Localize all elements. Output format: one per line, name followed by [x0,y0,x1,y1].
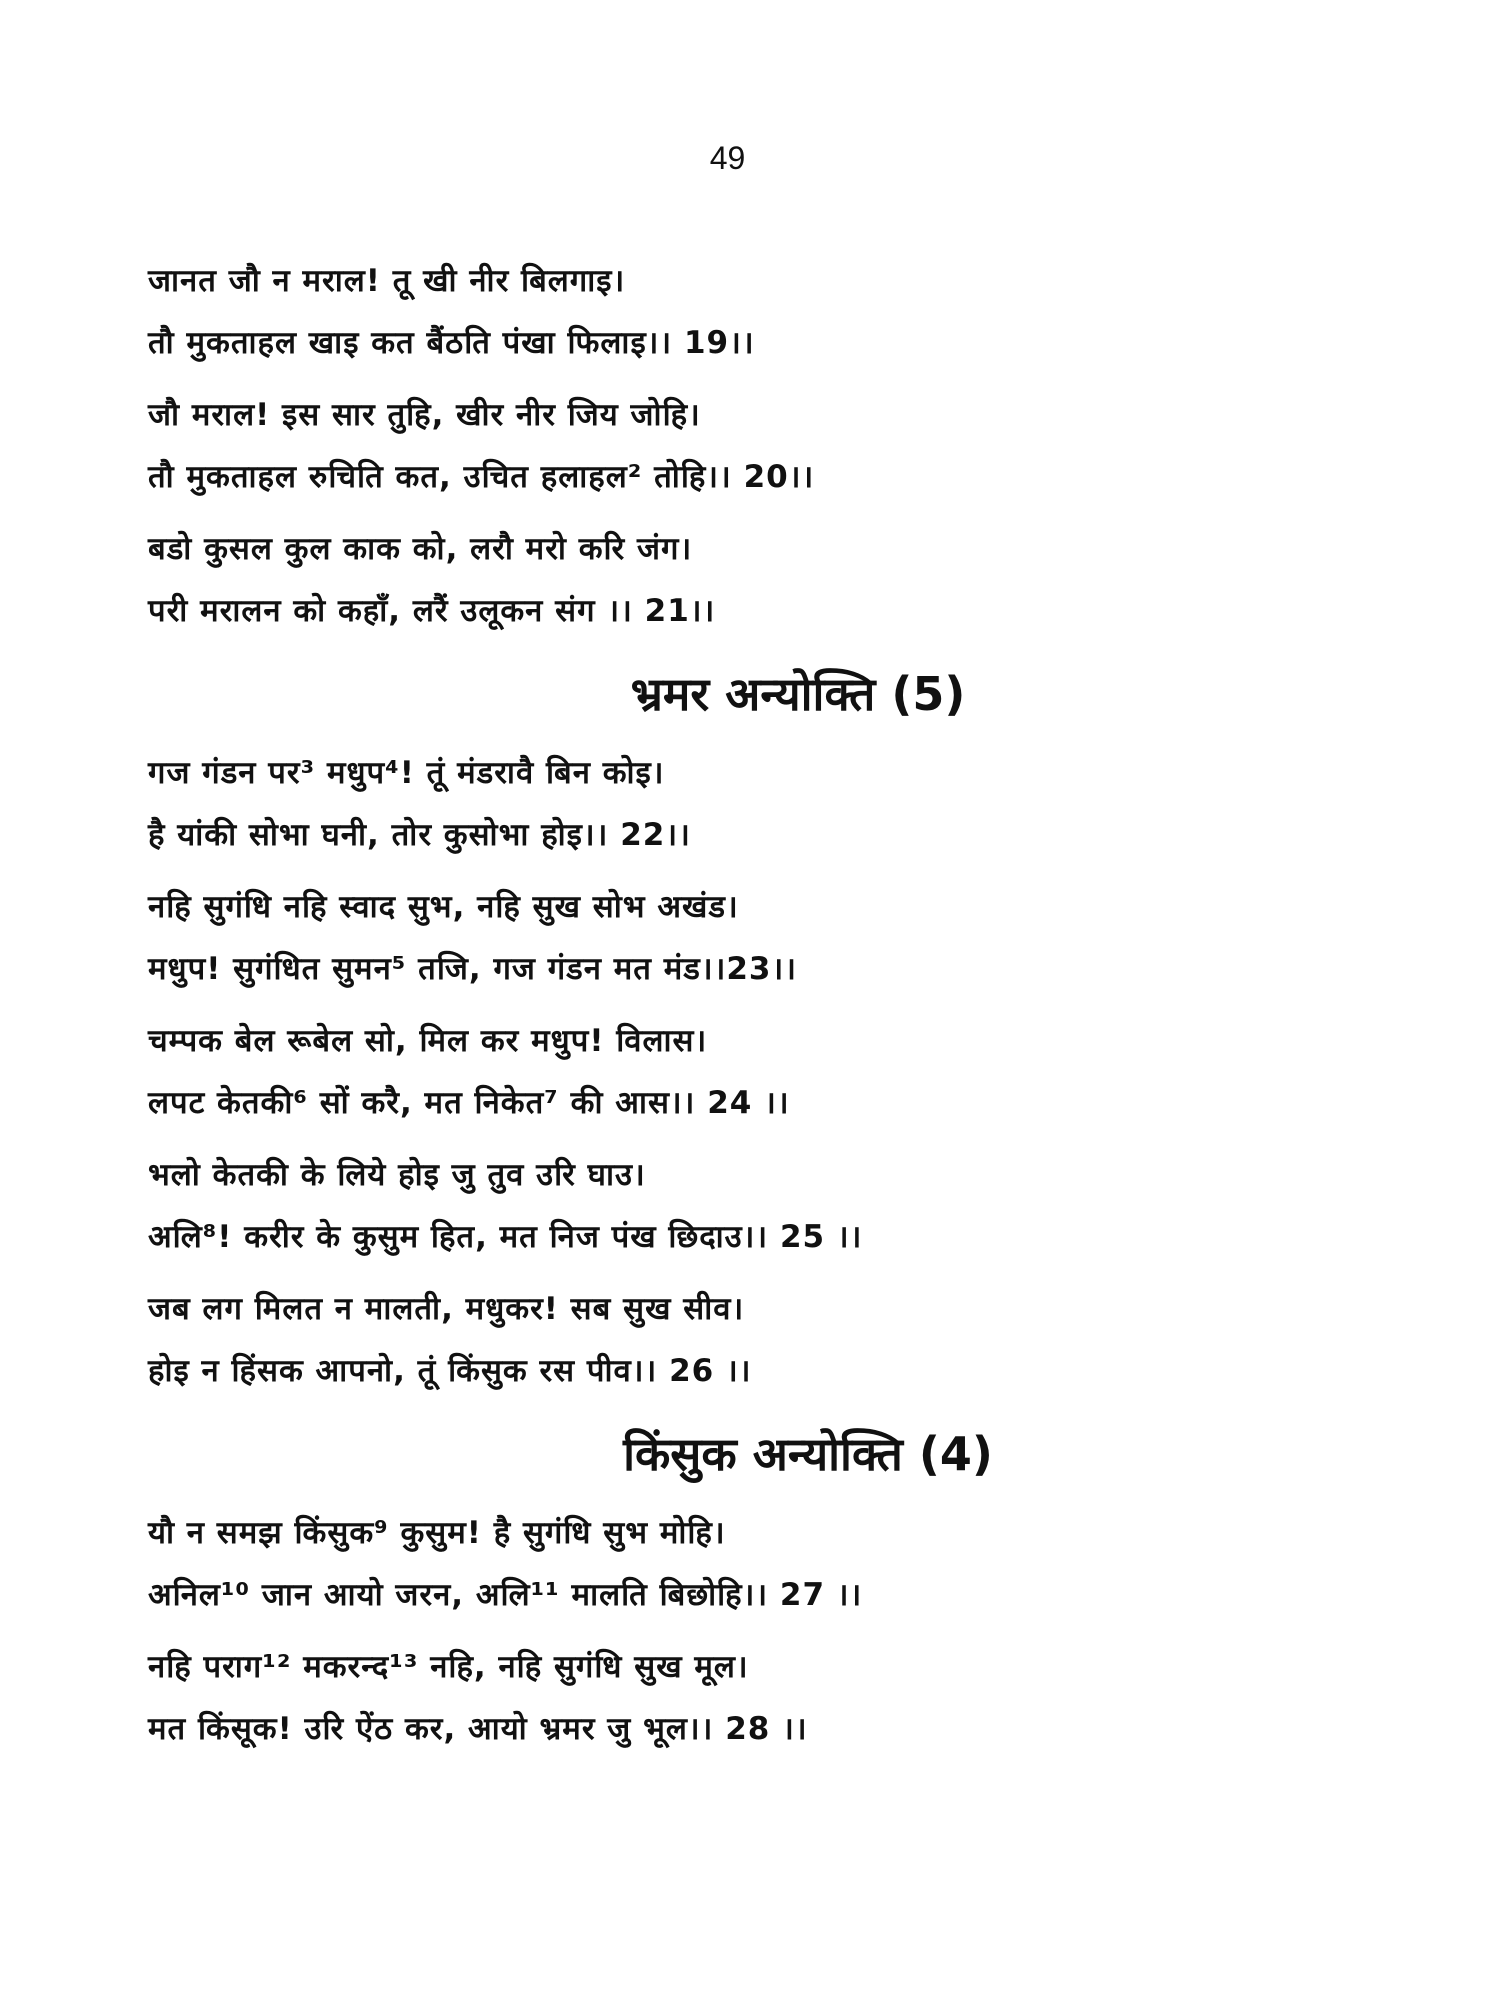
verse-line: तौ मुकताहल खाइ कत बैंठति पंखा फिलाइ।। 19।। [148,325,755,361]
verse-line: जौ मराल! इस सार तुहि, खीर नीर जिय जोहि। [148,397,701,433]
page-content [148,250,1388,1770]
verse-line: नहि सुगंधि नहि स्वाद सुभ, नहि सुख सोभ अखंड। [148,889,739,925]
verse-27 [148,1502,1388,1626]
page-number: 49 [709,140,746,176]
verse-line: भलो केतकी के लिये होइ जु तुव उरि घाउ। [148,1157,646,1193]
verse-line: मधुप! सुगंधित सुमन⁵ तजि, गज गंडन मत मंड।।23।। [148,951,797,987]
verse-line: अलि⁸! करीर के कुसुम हित, मत निज पंख छिदाउ।। 25 ।। [148,1219,863,1255]
verse-25 [148,1144,1388,1268]
section-heading-kinsuk: किंसुक अन्योक्ति (4) [623,1427,993,1481]
verse-line: है यांकी सोभा घनी, तोर कुसोभा होइ।। 22।। [148,817,691,853]
verse-26 [148,1278,1388,1402]
verse-24 [148,1010,1388,1134]
verse-20 [148,384,1388,508]
verse-line: लपट केतकी⁶ सों करै, मत निकेत⁷ की आस।। 24 ।। [148,1085,790,1121]
verse-22 [148,742,1388,866]
verse-line: तौ मुकताहल रुचिति कत, उचित हलाहल² तोहि।। 20।। [148,459,815,495]
verse-line: होइ न हिंसक आपनो, तूं किंसुक रस पीव।। 26 ।। [148,1353,752,1389]
verse-line: जब लग मिलत न मालती, मधुकर! सब सुख सीव। [148,1291,745,1327]
verse-line: बडो कुसल कुल काक को, लरौ मरो करि जंग। [148,531,693,567]
verse-28 [148,1636,1388,1760]
section-heading-bhramar: भ्रमर अन्योक्ति (5) [630,667,966,721]
verse-23 [148,876,1388,1000]
verse-line: अनिल¹⁰ जान आयो जरन, अलि¹¹ मालति बिछोहि।। 27 ।। [148,1577,863,1613]
verse-line: मत किंसूक! उरि ऐंठ कर, आयो भ्रमर जु भूल।। 28 ।। [148,1711,808,1747]
verse-21 [148,518,1388,642]
verse-line: गज गंडन पर³ मधुप⁴! तूं मंडरावै बिन कोइ। [148,755,665,791]
verse-line: नहि पराग¹² मकरन्द¹³ नहि, नहि सुगंधि सुख मूल। [148,1649,749,1685]
verse-line: जानत जौ न मराल! तू खी नीर बिलगाइ। [148,263,626,299]
verse-line: चम्पक बेल रूबेल सो, मिल कर मधुप! विलास। [148,1023,708,1059]
verse-line: यौ न समझ किंसुक⁹ कुसुम! है सुगंधि सुभ मोहि। [148,1515,726,1551]
verse-19 [148,250,1388,374]
verse-line: परी मरालन को कहाँ, लरैं उलूकन संग ।। 21।। [148,593,716,629]
